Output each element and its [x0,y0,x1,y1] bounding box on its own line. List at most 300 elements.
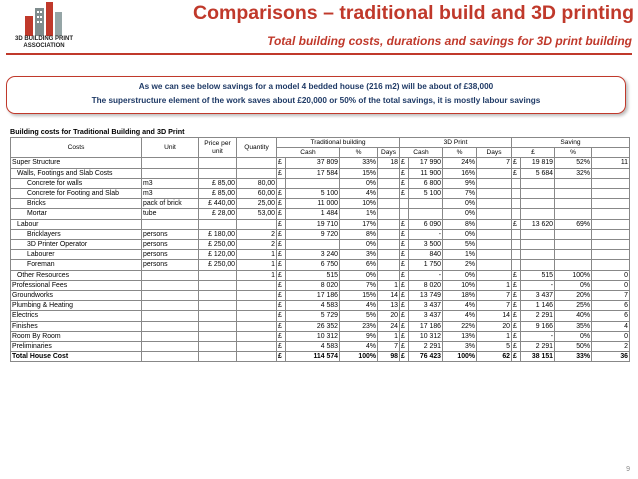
table-cell: 7% [340,280,378,290]
table-cell [142,168,199,178]
table-cell: 1 [237,270,277,280]
table-cell: Finishes [11,321,142,331]
table-cell [592,178,630,188]
table-cell [592,229,630,239]
table-cell [142,219,199,229]
table-cell: 5% [340,311,378,321]
table-cell: 1 484 [286,209,340,219]
table-cell: £ [400,260,409,270]
table-cell: £ [512,301,521,311]
table-cell: 5 684 [521,168,555,178]
table-cell: 36 [592,352,630,362]
table-cell: Labour [11,219,142,229]
page-number: 9 [626,466,630,473]
table-cell: 17 584 [286,168,340,178]
table-cell [237,342,277,352]
table-cell [237,219,277,229]
table-cell: Professional Fees [11,280,142,290]
table-cell [592,219,630,229]
table-cell: 2 [592,342,630,352]
header-traditional: Traditional building [277,138,400,148]
table-cell: 4% [443,301,477,311]
table-cell: £ [400,270,409,280]
table-cell: £ [400,158,409,168]
table-cell: £ [277,188,286,198]
table-cell [142,270,199,280]
table-cell [400,209,409,219]
table-cell: £ [277,199,286,209]
table-cell: 114 574 [286,352,340,362]
header-price-per-unit [199,138,237,158]
table-cell: 1 [378,280,400,290]
table-cell [378,199,400,209]
table-cell: 62 [477,352,512,362]
table-row [11,229,630,239]
table-cell: £ [277,321,286,331]
table-cell: 35% [555,321,592,331]
table-cell [378,240,400,250]
table-cell: £ [277,229,286,239]
table-cell [142,352,199,362]
table-cell: £ [512,158,521,168]
table-row [11,291,630,301]
table-cell: Groundworks [11,291,142,301]
table-cell: 0% [443,209,477,219]
table-cell: 10% [443,280,477,290]
table-cell: 9 166 [521,321,555,331]
table-row [11,250,630,260]
header-price-line2: unit [212,147,223,155]
table-cell: 80,00 [237,178,277,188]
table-cell: 515 [286,270,340,280]
table-cell: £ [277,240,286,250]
table-cell: 15% [340,291,378,301]
table-cell: 0 [592,280,630,290]
table-cell [512,188,521,198]
table-cell [555,240,592,250]
table-cell [512,240,521,250]
header-price-line1: Price per [204,139,231,147]
cost-table [10,137,630,362]
table-cell [409,209,443,219]
table-cell: £ 120,00 [199,250,237,260]
table-cell: 69% [555,219,592,229]
table-cell: 5% [443,240,477,250]
table-cell [477,260,512,270]
table-cell [142,280,199,290]
table-cell: Mortar [11,209,142,219]
table-row [11,331,630,341]
table-cell: 1% [340,209,378,219]
table-cell [237,321,277,331]
table-cell: 17 990 [409,158,443,168]
table-cell: £ [400,301,409,311]
table-cell: - [521,280,555,290]
table-cell: Bricks [11,199,142,209]
table-cell: £ [277,209,286,219]
table-cell [521,188,555,198]
table-cell: £ [400,280,409,290]
table-cell: m3 [142,188,199,198]
table-cell: 5 729 [286,311,340,321]
table-row [11,219,630,229]
table-cell: 26 352 [286,321,340,331]
table-cell [199,331,237,341]
table-cell: 13 [378,301,400,311]
table-cell: 6% [340,260,378,270]
table-cell: Foreman [11,260,142,270]
table-cell: 0 [592,331,630,341]
header-costs: Costs [11,138,142,158]
logo-line1: 3D BUILDING PRINT [14,36,73,42]
header-unit: Unit [142,138,199,158]
table-row [11,352,630,362]
table-cell: Bricklayers [11,229,142,239]
table-cell: 50% [555,342,592,352]
table-cell: persons [142,260,199,270]
table-cell: 1 750 [409,260,443,270]
table-cell: 9% [443,178,477,188]
table-cell: 4 583 [286,301,340,311]
table-cell [555,229,592,239]
table-cell [477,199,512,209]
table-cell: - [409,229,443,239]
table-cell: - [409,270,443,280]
table-cell [142,342,199,352]
table-cell: £ [400,352,409,362]
table-cell: 10 312 [286,331,340,341]
table-cell: 7 [477,291,512,301]
table-cell: 4% [340,301,378,311]
table-cell [400,199,409,209]
table-cell [237,311,277,321]
table-cell: 13 620 [521,219,555,229]
table-cell: £ [277,331,286,341]
table-cell [142,301,199,311]
table-cell: 6 800 [409,178,443,188]
table-cell [237,168,277,178]
table-cell: £ [512,321,521,331]
subheader-days-3d: Days [477,148,512,158]
table-cell [199,321,237,331]
table-cell: 0% [443,270,477,280]
table-cell: 0% [443,199,477,209]
table-cell [512,209,521,219]
table-cell: £ [400,188,409,198]
table-cell: £ [512,352,521,362]
table-cell: 3% [443,342,477,352]
table-cell [555,250,592,260]
table-cell: 2 291 [521,342,555,352]
building-logo-icon [23,2,63,36]
table-cell [477,188,512,198]
table-cell: £ [512,342,521,352]
table-cell: 1% [443,250,477,260]
table-cell: 0% [443,229,477,239]
table-cell [237,301,277,311]
table-cell [592,209,630,219]
table-cell: 2 291 [409,342,443,352]
table-cell: 76 423 [409,352,443,362]
table-cell [555,178,592,188]
table-cell: Other Resources [11,270,142,280]
table-cell: - [521,331,555,341]
table-cell [592,260,630,270]
table-cell: 515 [521,270,555,280]
header-quantity: Quantity [237,138,277,158]
table-cell: Room By Room [11,331,142,341]
table-cell: Concrete for walls [11,178,142,188]
table-cell: £ [400,178,409,188]
table-cell: £ [512,219,521,229]
table-cell: 3% [340,250,378,260]
table-cell [378,229,400,239]
table-cell: £ [400,250,409,260]
table-cell: 25,00 [237,199,277,209]
table-cell: 4 [592,321,630,331]
table-cell [378,178,400,188]
table-cell [237,158,277,168]
table-cell: Total House Cost [11,352,142,362]
table-cell: £ [277,168,286,178]
table-cell: 7 [477,158,512,168]
table-header-row [11,138,630,148]
table-cell [592,199,630,209]
table-row [11,209,630,219]
table-cell [521,199,555,209]
table-cell: 17 186 [409,321,443,331]
table-cell [378,219,400,229]
table-cell: £ [400,321,409,331]
table-cell [199,168,237,178]
table-cell: 38 151 [521,352,555,362]
table-cell [521,260,555,270]
table-cell: £ [277,250,286,260]
table-cell [521,178,555,188]
table-cell: £ 85,00 [199,178,237,188]
table-cell: 0% [555,280,592,290]
logo-line2: ASSOCIATION [23,43,65,49]
table-cell: 6 [592,301,630,311]
table-cell [286,240,340,250]
table-cell: 8 020 [409,280,443,290]
table-row [11,199,630,209]
table-cell: 9% [340,331,378,341]
table-cell: £ 28,00 [199,209,237,219]
table-cell: £ [277,280,286,290]
table-cell [477,168,512,178]
table-cell: 7 [477,301,512,311]
table-cell: 2 291 [521,311,555,321]
table-cell [592,168,630,178]
table-cell [521,229,555,239]
table-cell: 18 [378,158,400,168]
table-cell [477,178,512,188]
table-cell [142,158,199,168]
table-cell [199,352,237,362]
table-cell: Preliminaries [11,342,142,352]
table-cell: 6 750 [286,260,340,270]
table-cell: 1 [378,331,400,341]
table-cell [199,311,237,321]
table-cell: 0 [592,270,630,280]
table-row [11,188,630,198]
table-cell: 23% [340,321,378,331]
table-cell: 17 186 [286,291,340,301]
table-cell [199,270,237,280]
table-cell [199,219,237,229]
table-cell: 6 090 [409,219,443,229]
table-row [11,301,630,311]
table-cell: £ [400,342,409,352]
table-cell: £ [400,331,409,341]
table-cell [142,291,199,301]
table-cell: 13 749 [409,291,443,301]
table-cell [477,240,512,250]
table-cell: Super Structure [11,158,142,168]
title-divider [6,53,632,55]
table-cell [555,199,592,209]
table-cell: 60,00 [237,188,277,198]
table-cell: 3 437 [521,291,555,301]
table-cell: 11 000 [286,199,340,209]
table-cell: 0% [340,240,378,250]
table-cell [512,250,521,260]
table-cell: £ [277,301,286,311]
table-cell [199,280,237,290]
table-cell: 840 [409,250,443,260]
table-cell: £ [512,291,521,301]
table-cell: 2 [237,240,277,250]
table-cell [521,240,555,250]
table-title: Building costs for Traditional Building and 3D Print [10,127,185,136]
table-cell: £ [400,219,409,229]
table-cell [286,178,340,188]
table-cell: tube [142,209,199,219]
callout-line1: As we can see below savings for a model 4 bedded house (216 m2) will be about of £38,000 [138,82,494,91]
table-cell [378,188,400,198]
table-cell [512,260,521,270]
subheader-blank [592,148,630,158]
subheader-pct-saving: % [555,148,592,158]
table-cell: 10 312 [409,331,443,341]
table-cell [199,342,237,352]
table-cell: 19 710 [286,219,340,229]
table-cell [277,178,286,188]
table-cell: 15% [340,168,378,178]
table-cell: Walls, Footings and Slab Costs [11,168,142,178]
table-cell: persons [142,240,199,250]
table-cell [199,291,237,301]
table-cell: 8% [340,229,378,239]
subheader-days: Days [378,148,400,158]
table-cell: 17% [340,219,378,229]
table-cell: 7 [592,291,630,301]
subheader-pct-3d: % [443,148,477,158]
subheader-cash-3d: Cash [400,148,443,158]
table-cell: 19 819 [521,158,555,168]
table-cell: 8% [443,219,477,229]
table-cell: 20% [555,291,592,301]
table-cell [237,280,277,290]
summary-callout [6,76,626,114]
table-cell [521,209,555,219]
table-cell: 16% [443,168,477,178]
page-title: Comparisons – traditional build and 3D printing [193,2,634,24]
table-cell: 25% [555,301,592,311]
table-cell: £ [400,229,409,239]
table-cell [592,240,630,250]
table-row [11,158,630,168]
table-cell: £ 440,00 [199,199,237,209]
table-cell [477,270,512,280]
table-cell [555,209,592,219]
table-cell: 1 [477,280,512,290]
table-cell [512,229,521,239]
table-cell [378,250,400,260]
table-cell: 8 020 [286,280,340,290]
table-cell: 40% [555,311,592,321]
table-cell: £ [277,158,286,168]
table-cell: persons [142,250,199,260]
table-cell: 1 146 [521,301,555,311]
table-cell: £ [277,311,286,321]
table-cell [199,158,237,168]
table-cell: 4 583 [286,342,340,352]
table-row [11,178,630,188]
table-cell [521,250,555,260]
table-cell [512,178,521,188]
table-cell [592,250,630,260]
table-cell: 2 [237,229,277,239]
table-cell: £ [512,311,521,321]
table-cell: 1 [237,260,277,270]
header-3d-print: 3D Print [400,138,512,148]
table-cell [378,168,400,178]
table-row [11,280,630,290]
table-cell: £ [400,311,409,321]
table-cell: 32% [555,168,592,178]
header-saving: Saving [512,138,630,148]
table-cell [199,301,237,311]
table-cell: £ [277,270,286,280]
page-subtitle: Total building costs, durations and savings for 3D print building [267,34,632,48]
table-cell: £ [277,260,286,270]
table-cell: £ [277,342,286,352]
table-row [11,321,630,331]
table-cell: £ 180,00 [199,229,237,239]
table-cell [378,270,400,280]
table-row [11,240,630,250]
table-cell: £ [277,291,286,301]
table-cell: 33% [340,158,378,168]
table-cell [142,321,199,331]
table-cell: 7 [378,342,400,352]
table-cell: 53,00 [237,209,277,219]
table-row [11,260,630,270]
table-cell: 10% [340,199,378,209]
table-cell: £ [512,280,521,290]
table-cell: £ [512,331,521,341]
table-cell: 4% [443,311,477,321]
table-cell: 0% [340,270,378,280]
table-cell: £ [400,168,409,178]
table-cell: 5 100 [409,188,443,198]
table-cell: 9 720 [286,229,340,239]
table-cell: 1 [477,331,512,341]
table-cell: Electrics [11,311,142,321]
table-cell: 18% [443,291,477,301]
